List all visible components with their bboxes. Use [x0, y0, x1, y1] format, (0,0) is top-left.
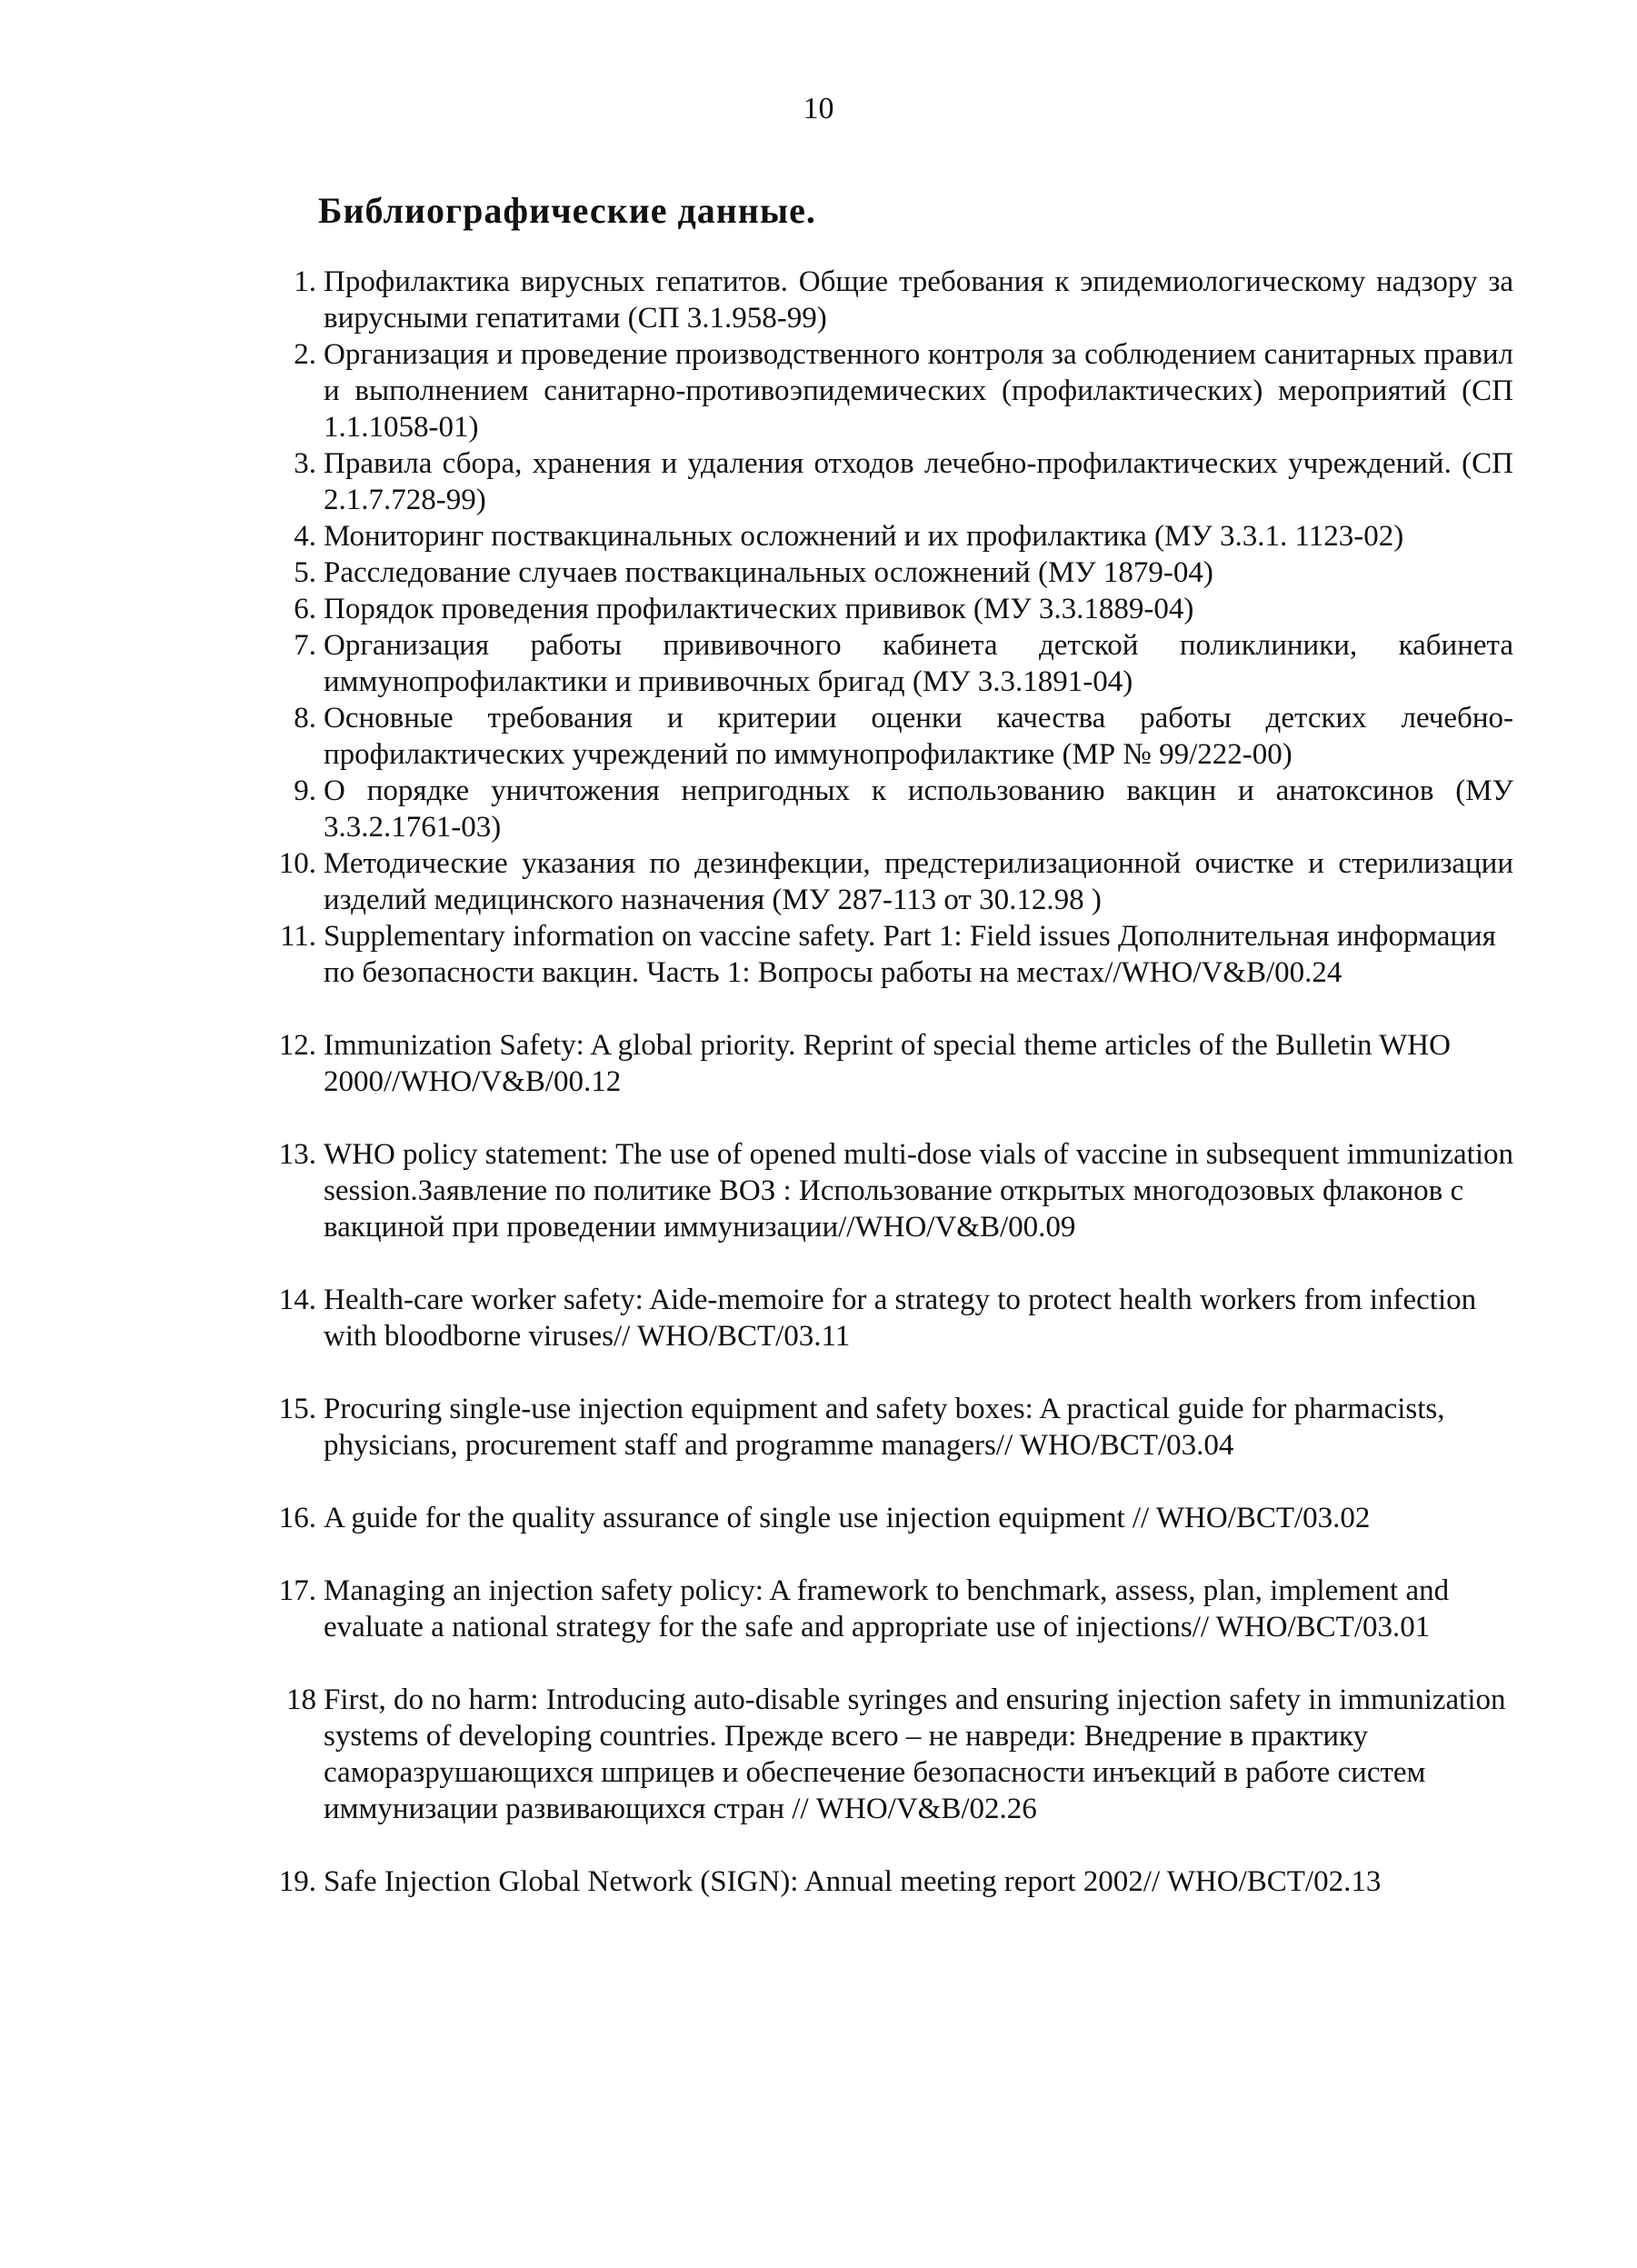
reference-text: Safe Injection Global Network (SIGN): Annual meeting report 2002// WHO/BCT/02.13: [324, 1865, 1382, 1898]
reference-text: Организация работы прививочного кабинета детской поликлиники, кабинета иммунопрофилактики и прививочных бригад (МУ 3.3.1891-04): [324, 629, 1513, 698]
reference-item: [273, 773, 1513, 845]
reference-item: [273, 336, 1513, 445]
reference-text: Supplementary information on vaccine safety. Part 1: Field issues Дополнительная информация по безопасности вакцин. Часть 1: Вопросы работы на местах//WHO/V&B/00.24: [324, 920, 1496, 989]
reference-text: Procuring single-use injection equipment and safety boxes: A practical guide for pharmacists, physicians, procurement staff and programme managers// WHO/BCT/03.04: [324, 1393, 1445, 1462]
reference-item: [273, 918, 1513, 991]
reference-item: [273, 591, 1513, 627]
reference-number: 12.: [278, 1029, 316, 1062]
reference-number: 7.: [294, 629, 316, 662]
reference-number: 4.: [294, 520, 316, 553]
reference-number: 8.: [294, 702, 316, 734]
reference-number: 16.: [278, 1502, 316, 1534]
reference-text: Порядок проведения профилактических прививок (МУ 3.3.1889-04): [324, 593, 1194, 625]
reference-number: 19.: [278, 1865, 316, 1898]
reference-number: 18: [286, 1684, 316, 1716]
reference-text: Профилактика вирусных гепатитов. Общие требования к эпидемиологическому надзору за вирусными гепатитами (СП 3.1.958-99): [324, 265, 1513, 335]
reference-item: [273, 1500, 1513, 1536]
reference-number: 15.: [278, 1393, 316, 1425]
reference-item: [273, 627, 1513, 700]
reference-item: [273, 264, 1513, 336]
reference-item: [273, 555, 1513, 591]
reference-item: [273, 1282, 1513, 1354]
reference-number: 1.: [294, 265, 316, 298]
reference-number: 11.: [279, 920, 316, 953]
reference-number: 14.: [278, 1284, 316, 1316]
reference-item: [273, 1027, 1513, 1100]
reference-number: 17.: [278, 1574, 316, 1607]
reference-number: 9.: [294, 774, 316, 807]
reference-text: Managing an injection safety policy: A framework to benchmark, assess, plan, implement and evaluate a national strategy for the safe and appropriate use of injections// WHO/BCT/03.01: [324, 1574, 1450, 1644]
reference-text: Расследование случаев поствакцинальных осложнений (МУ 1879-04): [324, 556, 1213, 589]
reference-item: [273, 1573, 1513, 1645]
reference-text: Мониторинг поствакцинальных осложнений и их профилактика (МУ 3.3.1. 1123-02): [324, 520, 1404, 553]
reference-item: [273, 1682, 1513, 1827]
reference-item: [273, 518, 1513, 555]
reference-text: WHO policy statement: The use of opened multi-dose vials of vaccine in subsequent immunization session.Заявление по политике ВОЗ : Использование открытых многодозовых флаконов с вакциной при проведении иммунизации//WHO/V&B/00.09: [324, 1138, 1513, 1244]
reference-item: [273, 1391, 1513, 1464]
reference-text: Организация и проведение производственного контроля за соблюдением санитарных правил и выполнением санитарно-противоэпидемических (профилактических) мероприятий (СП 1.1.1058-01): [324, 338, 1513, 444]
reference-item: [273, 445, 1513, 518]
reference-text: Health-care worker safety: Aide-memoire for a strategy to protect health workers from infection with bloodborne viruses// WHO/BCT/03.11: [324, 1284, 1477, 1353]
reference-number: 5.: [294, 556, 316, 589]
reference-number: 3.: [294, 447, 316, 480]
reference-number: 6.: [294, 593, 316, 625]
reference-text: Методические указания по дезинфекции, предстерилизационной очистке и стерилизации изделий медицинского назначения (МУ 287-113 от 30.12.98 ): [324, 847, 1513, 916]
reference-number: 2.: [294, 338, 316, 371]
reference-item: [273, 845, 1513, 918]
reference-text: Основные требования и критерии оценки качества работы детских лечебно-профилактических учреждений по иммунопрофилактике (МР № 99/222-00): [324, 702, 1513, 771]
reference-text: A guide for the quality assurance of single use injection equipment // WHO/BCT/03.02: [324, 1502, 1371, 1534]
reference-text: Immunization Safety: A global priority. Reprint of special theme articles of the Bulletin WHO 2000//WHO/V&B/00.12: [324, 1029, 1451, 1098]
reference-number: 10.: [278, 847, 316, 880]
reference-text: О порядке уничтожения непригодных к использованию вакцин и анатоксинов (МУ 3.3.2.1761-03): [324, 774, 1513, 844]
page-heading: Библиографические данные.: [318, 190, 816, 231]
reference-number: 13.: [278, 1138, 316, 1171]
reference-text: First, do no harm: Introducing auto-disable syringes and ensuring injection safety in immunization systems of developing countries. Прежде всего – не навреди: Внедрение в практику саморазрушающихся шприцев и обеспечение безопасности инъекций в работе систем иммунизации развивающихся стран // WHO/V&B/02.26: [324, 1684, 1506, 1825]
reference-item: [273, 700, 1513, 773]
reference-item: [273, 1863, 1513, 1900]
page-number: 10: [803, 92, 834, 125]
reference-text: Правила сбора, хранения и удаления отходов лечебно-профилактических учреждений. (СП 2.1.7.728-99): [324, 447, 1513, 516]
reference-item: [273, 1136, 1513, 1245]
reference-list: [273, 264, 1513, 1900]
